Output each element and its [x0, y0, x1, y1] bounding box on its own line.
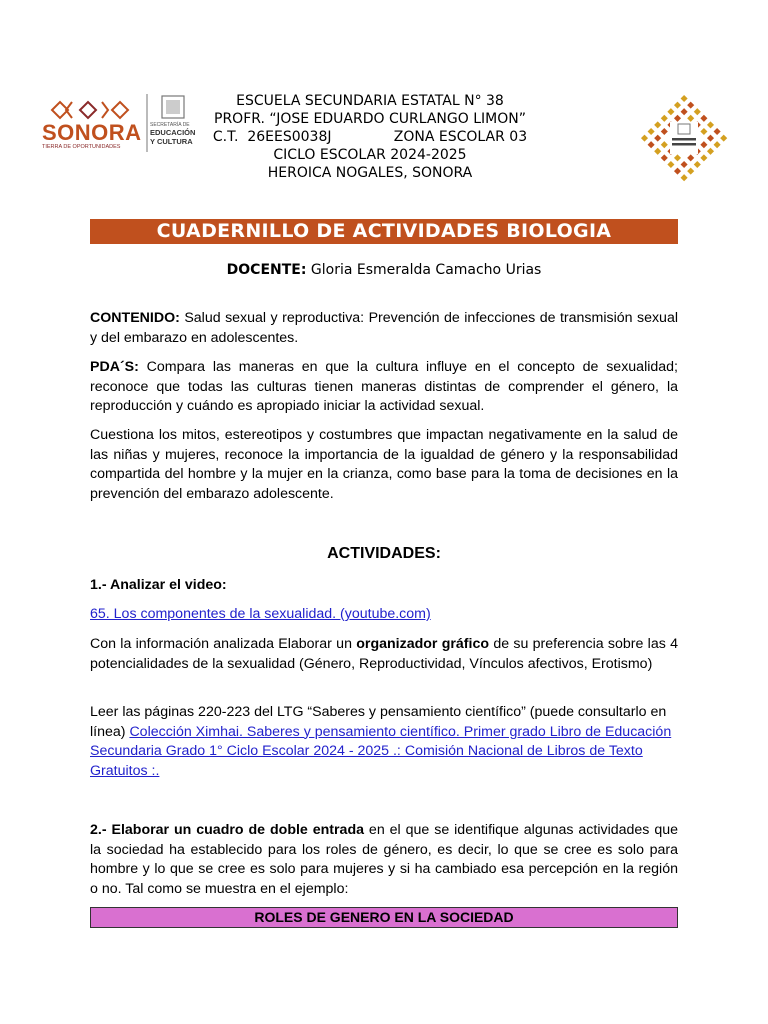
- logo-left-subtitle: TIERRA DE OPORTUNIDADES: [42, 144, 121, 150]
- title-banner: CUADERNILLO DE ACTIVIDADES BIOLOGIA: [90, 219, 678, 244]
- diamond-dot: [674, 168, 681, 175]
- school-line: C.T. 26EES0038J ZONA ESCOLAR 03: [212, 129, 528, 145]
- docente-line: [90, 262, 678, 278]
- diamond-dot: [700, 154, 707, 161]
- diamond-pattern-icon: [638, 92, 730, 184]
- diamond-dot: [700, 128, 707, 135]
- diamond-dot: [687, 102, 694, 109]
- diamond-dot: [654, 148, 661, 155]
- diamond-dot: [667, 108, 674, 115]
- pda-paragraph: [90, 358, 678, 417]
- school-line: HEROICA NOGALES, SONORA: [267, 165, 473, 181]
- sec-diamond-logo: [638, 92, 730, 184]
- school-line: ESCUELA SECUNDARIA ESTATAL N° 38: [236, 93, 504, 109]
- contenido-paragraph: [90, 309, 678, 348]
- diamond-dot: [681, 108, 688, 115]
- logo-sec-line-1: SECRETARÍA DE: [150, 122, 190, 128]
- diamond-dot: [687, 168, 694, 175]
- diamond-dot: [720, 135, 727, 142]
- sonora-logo: [40, 92, 210, 162]
- diamond-dot: [674, 154, 681, 161]
- school-line: PROFR. “JOSE EDUARDO CURLANGO LIMON”: [214, 111, 526, 127]
- logo-sec-line-2: EDUCACIÓN: [150, 128, 196, 137]
- video-link-row: [90, 605, 678, 625]
- diamond-dot: [674, 115, 681, 122]
- diamond-dot: [661, 128, 668, 135]
- diamond-dot: [687, 115, 694, 122]
- docente-name: Gloria Esmeralda Camacho Urias: [306, 262, 542, 278]
- diamond-dot: [700, 115, 707, 122]
- contenido-label: CONTENIDO:: [90, 310, 180, 326]
- diamond-dot: [694, 161, 701, 168]
- diamond-dot: [654, 135, 661, 142]
- pda-text: Compara las maneras en que la cultura influye en el concepto de sexualidad; reconoce que todas las culturas tienen maneras distintas de comprender el género, la reproducción y cuándo es apropiado iniciar la actividad sexual.: [90, 359, 678, 414]
- diamond-dot: [681, 161, 688, 168]
- diamond-dot: [707, 135, 714, 142]
- diamond-dot: [681, 95, 688, 102]
- activity-2-heading: 2.- Elaborar un cuadro de doble entrada: [90, 822, 364, 838]
- docente-label: DOCENTE:: [226, 262, 307, 278]
- diamond-dot: [661, 154, 668, 161]
- diamond-dot: [694, 108, 701, 115]
- act1-text-pre: Con la información analizada Elaborar un: [90, 636, 357, 652]
- ltg-book-link[interactable]: Colección Ximhai. Saberes y pensamiento científico. Primer grado Libro de Educación Secundaria Grado 1° Ciclo Escolar 2024 - 2025 .: Comisión Nacional de Libros de Texto Gratuitos :.: [90, 723, 672, 779]
- diamond-dot: [687, 154, 694, 161]
- diamond-dot: [661, 115, 668, 122]
- cuestiona-paragraph: Cuestiona los mitos, estereotipos y costumbres que impactan negativamente en la salud de las niñas y mujeres, reconoce la importancia de la igualdad de género y la responsabilidad compartida del hombre y la mujer en la crianza, como base para la toma de decisiones en la prevención del embarazo adolescente.: [90, 427, 678, 502]
- activity-1-title: [90, 576, 678, 596]
- diamond-dot: [681, 174, 688, 181]
- act1-text-bold: organizador gráfico: [356, 636, 490, 652]
- diamond-dot: [648, 128, 655, 135]
- diamond-dot: [714, 128, 721, 135]
- act1-text-post: de su preferencia sobre las 4 potencialidades de la sexualidad (Género, Reproductividad, Vínculos afectivos, Erotismo): [90, 636, 678, 672]
- logo-sec-line-3: Y CULTURA: [150, 137, 193, 146]
- diamond-dot: [648, 141, 655, 148]
- diamond-dot: [700, 141, 707, 148]
- roles-table-header: ROLES DE GENERO EN LA SOCIEDAD: [90, 907, 678, 928]
- diamond-dot: [641, 135, 648, 142]
- diamond-dot: [714, 141, 721, 148]
- diamond-dot: [707, 121, 714, 128]
- school-line: CICLO ESCOLAR 2024-2025: [273, 147, 467, 163]
- school-header: [200, 92, 540, 182]
- leer-text: Leer las páginas 220-223 del LTG “Saberes y pensamiento científico” (puede consultarlo en línea): [90, 704, 667, 740]
- diamond-dot: [661, 141, 668, 148]
- diamond-dot: [707, 148, 714, 155]
- activity-2-text: en el que se identifique algunas actividades que la sociedad ha establecido para los roles de género, es decir, lo que se cree es solo para hombre y lo que se cree es solo para mujeres y si ha cambiado esa percepción en la región o no. Tal como se muestra en el ejemplo:: [90, 822, 678, 897]
- activity-2-paragraph: [90, 821, 678, 899]
- video-link[interactable]: 65. Los componentes de la sexualidad. (youtube.com): [90, 606, 431, 622]
- contenido-text: Salud sexual y reproductiva: Prevención de infecciones de transmisión sexual y del embarazo en adolescentes.: [90, 310, 678, 346]
- actividades-title: ACTIVIDADES:: [327, 545, 441, 562]
- leer-paragraph: [90, 703, 678, 781]
- logo-left-title: SONORA: [42, 120, 142, 145]
- pda-label: PDA´S:: [90, 359, 139, 375]
- diamond-dot: [674, 102, 681, 109]
- activity-1-instructions: [90, 635, 678, 674]
- diamond-dot: [667, 161, 674, 168]
- activity-1-heading: 1.- Analizar el video:: [90, 577, 227, 593]
- diamond-dot: [654, 121, 661, 128]
